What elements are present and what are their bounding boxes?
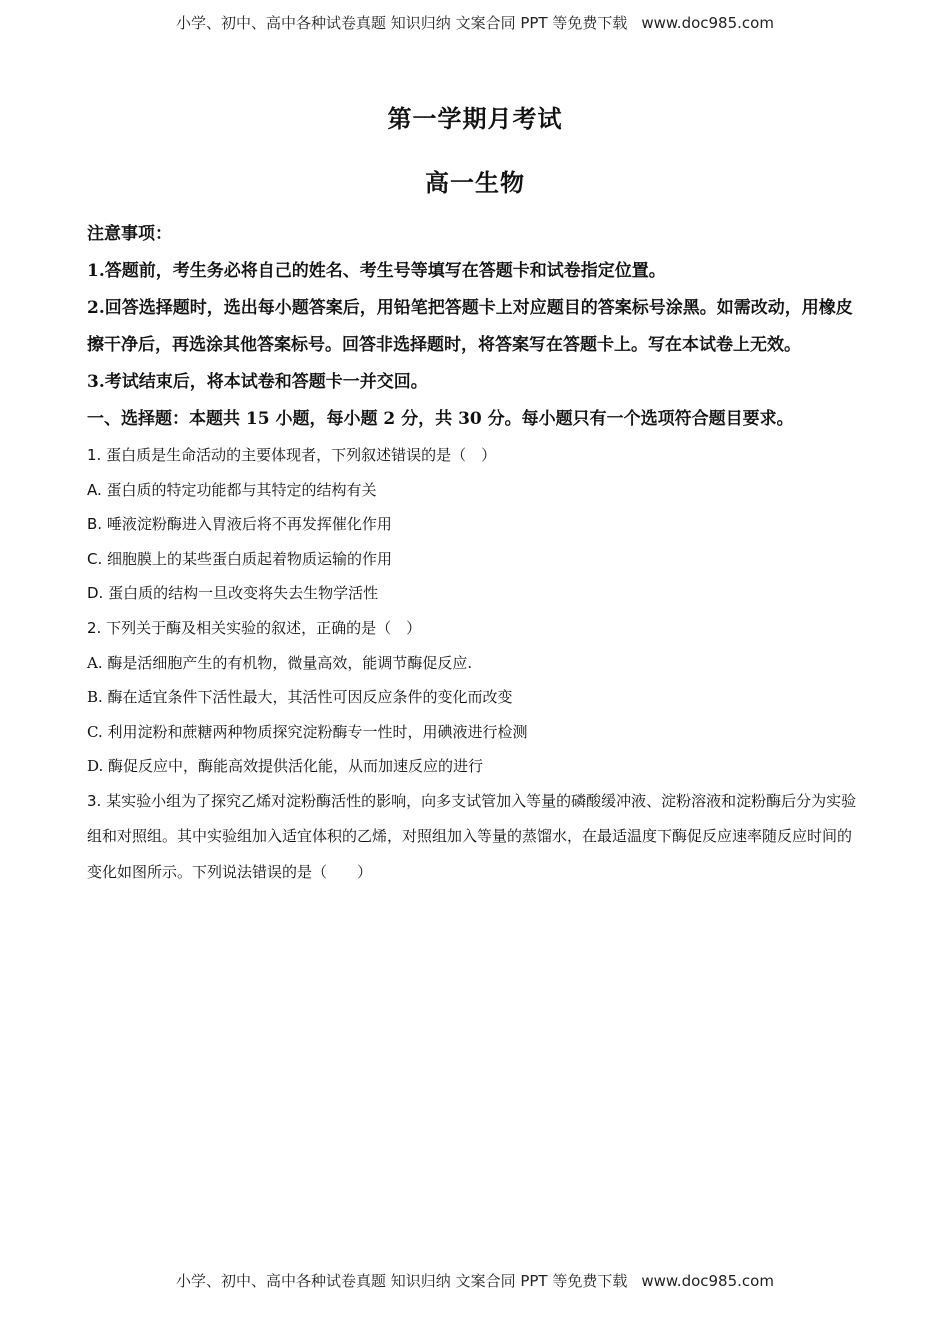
- exam-title: 第一学期月考试: [387, 104, 563, 133]
- notice-item-1: 1.答题前，考生务必将自己的姓名、考生号等填写在答题卡和试卷指定位置。: [87, 261, 666, 281]
- question-2-option-b: B. 酶在适宜条件下活性最大，其活性可因反应条件的变化而改变: [87, 688, 513, 707]
- banner-text: 小学、初中、高中各种试卷真题 知识归纳 文案合同 PPT 等免费下载: [176, 14, 628, 32]
- banner-site[interactable]: www.doc985.com: [641, 14, 774, 32]
- banner-site[interactable]: www.doc985.com: [641, 1272, 774, 1290]
- exam-subject: 高一生物: [425, 168, 525, 197]
- question-2-option-c: C. 利用淀粉和蔗糖两种物质探究淀粉酶专一性时，用碘液进行检测: [87, 722, 528, 741]
- footer-banner: [0, 1270, 950, 1291]
- question-2-option-a: A. 酶是活细胞产生的有机物，微量高效，能调节酶促反应.: [87, 653, 473, 672]
- question-1-option-d: D. 蛋白质的结构一旦改变将失去生物学活性: [87, 584, 379, 603]
- question-1-stem: 1. 蛋白质是生命活动的主要体现者，下列叙述错误的是（ ）: [87, 446, 497, 464]
- question-1-option-a: A. 蛋白质的特定功能都与其特定的结构有关: [87, 480, 377, 499]
- notice-heading: 注意事项：: [87, 224, 172, 244]
- header-banner: [0, 12, 950, 33]
- question-2-stem: 2. 下列关于酶及相关实验的叙述，正确的是（ ）: [87, 618, 422, 637]
- question-1-option-b: B. 唾液淀粉酶进入胃液后将不再发挥催化作用: [87, 515, 392, 534]
- notice-item-2: 2.回答选择题时，选出每小题答案后，用铅笔把答题卡上对应题目的答案标号涂黑。如需改动，用橡皮擦干净后，再选涂其他答案标号。回答非选择题时，将答案写在答题卡上。写在本试卷上无效。: [87, 298, 853, 355]
- question-2-option-d: D. 酶促反应中，酶能高效提供活化能，从而加速反应的进行: [87, 757, 484, 776]
- question-3-stem: 3. 某实验小组为了探究乙烯对淀粉酶活性的影响，向多支试管加入等量的磷酸缓冲液、淀粉溶液和淀粉酶后分为实验组和对照组。其中实验组加入适宜体积的乙烯，对照组加入等量的蒸馏水，在最适温度下酶促反应速率随反应时间的变化如图所示。下列说法错误的是（ ）: [87, 791, 857, 881]
- banner-text: 小学、初中、高中各种试卷真题 知识归纳 文案合同 PPT 等免费下载: [176, 1272, 628, 1290]
- notice-item-3: 3.考试结束后，将本试卷和答题卡一并交回。: [87, 372, 428, 392]
- question-1-option-c: C. 细胞膜上的某些蛋白质起着物质运输的作用: [87, 549, 393, 568]
- section-heading: 一、选择题：本题共 15 小题，每小题 2 分，共 30 分。每小题只有一个选项符合题目要求。: [87, 409, 794, 429]
- exam-content: [87, 216, 863, 890]
